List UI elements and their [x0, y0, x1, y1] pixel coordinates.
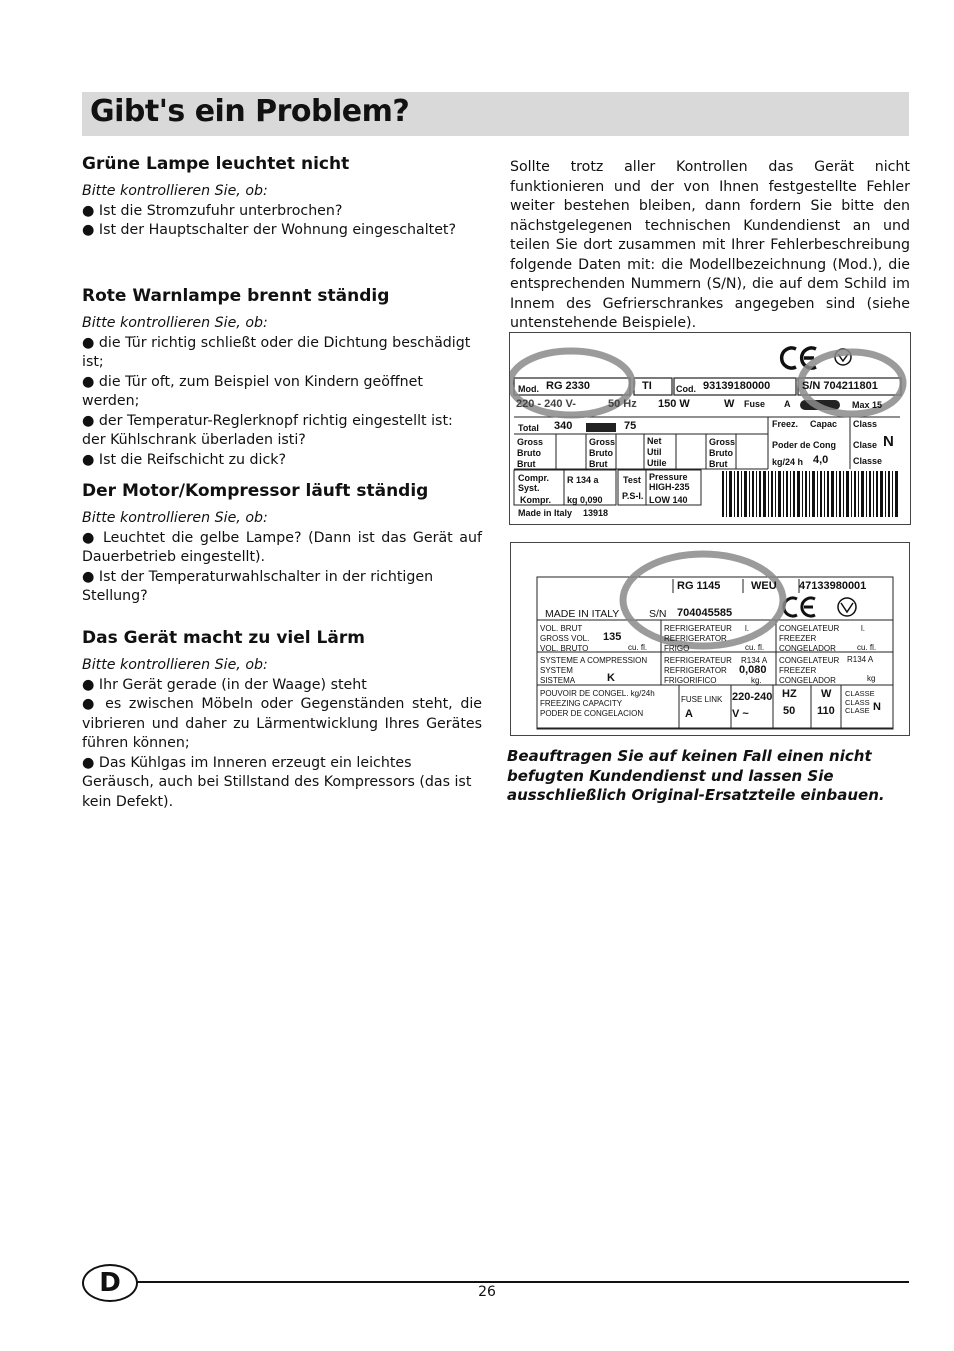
label: R134 A [847, 655, 874, 664]
label: R134 A [741, 656, 768, 665]
label: CONGELATEUR FREEZER CONGELADOR [779, 624, 840, 653]
label: Compr. Syst. [518, 473, 550, 493]
rating-plate-2 [510, 542, 910, 736]
label: Cod. [676, 384, 696, 394]
label: kg/24 h [772, 457, 804, 467]
label: REFRIGERATEUR REFRIGERATOR FRIGO [664, 624, 732, 653]
label: Total [518, 423, 539, 433]
section-red-lamp [82, 285, 482, 470]
section-green-lamp [82, 153, 482, 241]
ce-mark-icon [784, 598, 815, 616]
value: kg 0,090 [567, 495, 603, 505]
capacity-value: 4,0 [813, 454, 829, 466]
label: Class [853, 419, 878, 429]
wattage: 150 W [658, 398, 690, 410]
code-value: 47133980001 [799, 580, 867, 592]
label: VOL. BRUT GROSS VOL. VOL. BRUTO [540, 624, 590, 653]
serial-value: S/N 704211801 [802, 380, 878, 392]
section-sub: Bitte kontrollieren Sie, ob: [82, 183, 268, 199]
section-sub: Bitte kontrollieren Sie, ob: [82, 315, 268, 331]
label: HZ [782, 688, 797, 700]
rating-plate-1 [509, 332, 911, 525]
value: 50 [783, 705, 796, 717]
model-value: RG 2330 [546, 380, 591, 392]
class-value: N [883, 433, 894, 450]
label: P.S-I. [622, 491, 644, 501]
label: Poder de Cong [772, 440, 837, 450]
frequency: 50 Hz [608, 398, 637, 410]
label: SYSTEME A COMPRESSION SYSTEM SISTEMA [540, 656, 648, 685]
value: 75 [624, 420, 637, 432]
barcode [722, 471, 898, 517]
label: Capac [810, 419, 838, 429]
list-item: ● Ist der Hauptschalter der Wohnung eingeschaltet? [82, 222, 457, 238]
label: Max 15 [852, 400, 883, 410]
label: Gross Bruto Brut [589, 437, 616, 469]
page-title: Gibt's ein Problem? [90, 94, 410, 129]
label: W [821, 688, 832, 700]
list-item: ● die Tür oft, zum Beispiel von Kindern geöffnet werden; [82, 373, 423, 409]
label: A [784, 399, 791, 409]
language-badge: D [82, 1264, 138, 1302]
value: 13918 [583, 508, 609, 518]
label: W [724, 398, 735, 410]
section-heading: Das Gerät macht zu viel Lärm [82, 628, 365, 648]
list-item: Geräusch, auch bei Stillstand des Kompressors (das ist kein Defekt). [82, 774, 472, 810]
label: kg. [751, 676, 762, 685]
footer-rule [120, 1281, 909, 1283]
title-bar [82, 92, 909, 136]
list-item: ● Das Kühlgas im Inneren erzeugt ein leichtes [82, 754, 412, 771]
section-heading: Der Motor/Kompressor läuft ständig [82, 481, 429, 501]
label: Test [623, 475, 641, 485]
value: LOW 140 [649, 495, 688, 505]
value: 220-240 [732, 691, 773, 703]
class-value: N [873, 701, 881, 713]
label: cu. fl. [857, 643, 877, 652]
label: Gross Bruto Brut [517, 437, 544, 469]
label: cu. fl. [628, 643, 648, 652]
label: FUSE LINK [681, 695, 723, 704]
value: A [685, 708, 693, 720]
label: Made in Italy [518, 508, 573, 518]
label: REFRIGERATEUR REFRIGERATOR FRIGORIFICO [664, 656, 732, 685]
intro-paragraph: Sollte trotz aller Kontrollen das Gerät nicht funktionieren und der von Ihnen festgestellte Fehler weiter bestehen bleiben, dann fordern Sie bitte den nächstgelegenen technischen Kundendienst an und teilen Sie dort zusammen mit Ihrer Fehlerbeschreibung folgende Daten mit: die Modellbezeichnung (Mod.), die entsprechenden Nummern (S/N), die auf dem Schild im Innem des Gefrierschrankes angegeben sind (siehe untenstehende Beispiele). [510, 159, 910, 331]
label: l. [745, 624, 749, 633]
label: Clase [853, 440, 878, 450]
label: CONGELATEUR FREEZER CONGELADOR [779, 656, 840, 685]
section-sub: Bitte kontrollieren Sie, ob: [82, 657, 268, 673]
value: V ~ [732, 708, 749, 720]
volume-value: 135 [603, 631, 622, 643]
value: 110 [817, 705, 835, 717]
label: CLASSE CLASS CLASE [845, 689, 875, 715]
label: Net Util Utile [647, 436, 667, 468]
label: l. [861, 624, 865, 633]
page-number: 26 [478, 1284, 496, 1300]
label: Pressure HIGH-235 [649, 472, 690, 492]
warning-note: Beauftragen Sie auf keinen Fall einen nicht befugten Kundendienst und lassen Sie ausschließlich Original-Ersatzteile einbauen. [507, 747, 885, 804]
list-item: ● Leuchtet die gelbe Lampe? (Dann ist das Gerät auf Dauerbetrieb eingestellt). [82, 529, 482, 565]
refrigerant: R 134 a [567, 475, 599, 485]
voltage: 220 - 240 V- [516, 398, 576, 410]
label: MADE IN ITALY [545, 608, 620, 620]
list-item: ● Ist die Stromzufuhr unterbrochen? [82, 202, 343, 219]
section-noise [82, 627, 482, 812]
label: Mod. [518, 384, 539, 394]
serial-value: 704045585 [677, 607, 733, 619]
certification-icon [838, 598, 856, 616]
label: cu. fl. [745, 643, 765, 652]
label: POUVOIR DE CONGEL. kg/24h FREEZING CAPACITY PODER DE CONGELACION [540, 689, 655, 718]
list-item: ● die Tür richtig schließt oder die Dichtung beschädigt ist; [82, 334, 471, 370]
label: Freez. [772, 419, 799, 429]
list-item: ● Ist der Temperaturwahlschalter in der richtigen Stellung? [82, 568, 434, 604]
code-value: 93139180000 [703, 380, 771, 392]
section-motor [82, 480, 482, 607]
section-heading: Grüne Lampe leuchtet nicht [82, 154, 350, 174]
label: TI [642, 380, 652, 392]
list-item: ● es zwischen Möbeln oder Gegenständen steht, die vibrieren und daher zu Lärmentwicklung Ihres Gerätes führen können; [82, 696, 482, 751]
list-item: der Kühlschrank überladen isti? [82, 432, 306, 448]
label: Fuse [744, 399, 766, 409]
label: WEU [751, 580, 777, 592]
section-sub: Bitte kontrollieren Sie, ob: [82, 510, 268, 526]
model-value: RG 1145 [677, 580, 721, 592]
value: K [607, 672, 615, 684]
label: Classe [853, 456, 883, 466]
list-item: ● Ihr Gerät gerade (in der Waage) steht [82, 676, 367, 693]
value: 0,080 [739, 664, 767, 676]
label: Gross Bruto Brut [709, 437, 736, 469]
list-item: ● der Temperatur-Reglerknopf richtig eingestellt ist: [82, 412, 453, 429]
list-item: ● Ist die Reifschicht zu dick? [82, 451, 287, 468]
label: S/N [649, 608, 667, 620]
label: kg [867, 674, 876, 683]
label: Kompr. [520, 495, 552, 505]
section-heading: Rote Warnlampe brennt ständig [82, 286, 390, 306]
total-value: 340 [554, 420, 573, 432]
